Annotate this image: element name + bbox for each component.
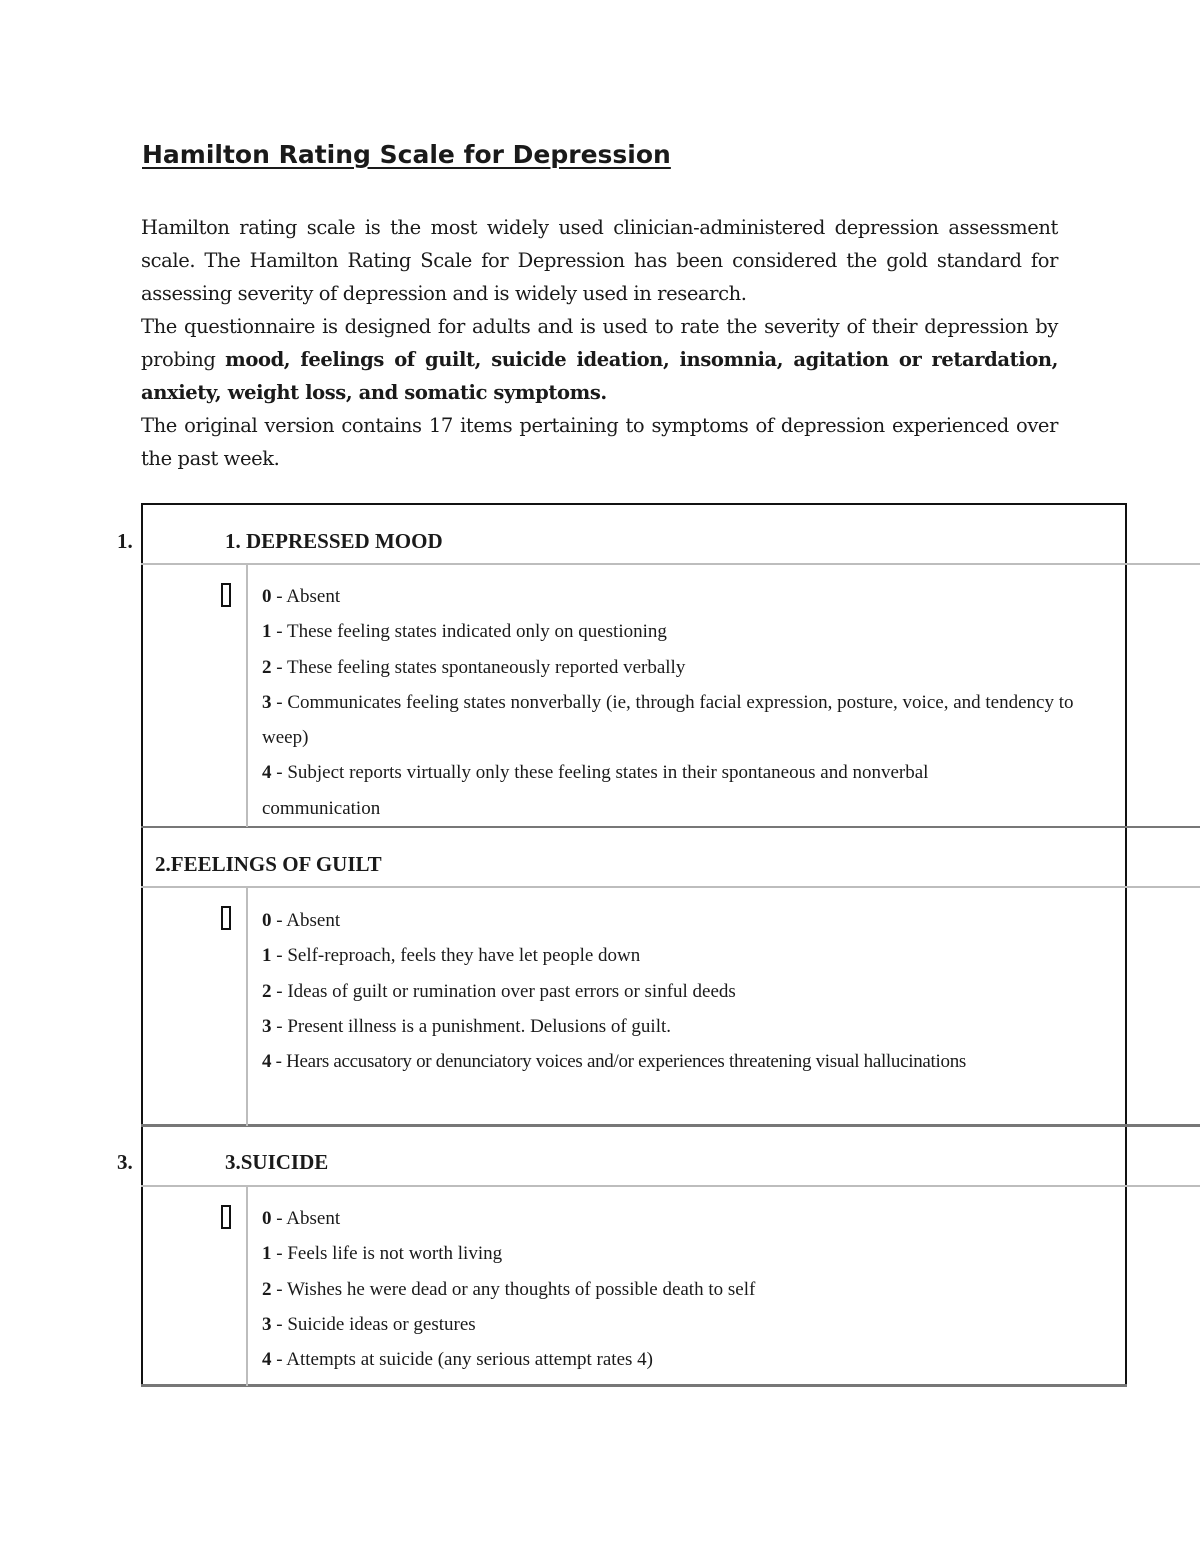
option-text: - Absent bbox=[271, 1208, 341, 1229]
option-item bbox=[262, 1342, 1102, 1377]
option-item bbox=[262, 903, 1122, 938]
option-item bbox=[262, 938, 1122, 973]
option-text: - Hears accusatory or denunciatory voices and/or experiences threatening visual hallucinations bbox=[271, 1051, 967, 1073]
section-title: 2.FEELINGS OF GUILT bbox=[155, 852, 382, 876]
rating-checkbox[interactable] bbox=[221, 1205, 231, 1229]
option-score: 4 bbox=[262, 1349, 272, 1371]
section-title: 3.SUICIDE bbox=[225, 1150, 329, 1174]
intro-paragraph-2-bold: mood, feelings of guilt, suicide ideation, insomnia, agitation or retardation, anxiety, weight loss, and somatic symptoms. bbox=[141, 348, 1058, 404]
option-score: 3 bbox=[262, 1015, 272, 1037]
intro-paragraph-1: Hamilton rating scale is the most widely used clinician-administered depression assessment scale. The Hamilton Rating Scale for Depression has been considered the gold standard for assessing severity of depression and is widely used in research. bbox=[141, 216, 1058, 305]
divider-2-end bbox=[141, 1124, 1200, 1127]
option-text: - Self-reproach, feels they have let people down bbox=[271, 945, 641, 967]
option-score: 0 bbox=[262, 1208, 272, 1229]
option-text: - Communicates feeling states nonverbally (ie, through facial expression, posture, voice, and tendency to weep) bbox=[262, 691, 1074, 749]
option-score: 4 bbox=[262, 1051, 272, 1073]
option-item bbox=[262, 579, 1102, 614]
option-item bbox=[262, 1009, 1122, 1044]
option-text: - Absent bbox=[271, 586, 341, 607]
page-title: Hamilton Rating Scale for Depression bbox=[142, 140, 671, 169]
option-item bbox=[262, 1272, 1102, 1307]
option-text: - These feeling states spontaneously reported verbally bbox=[271, 656, 686, 678]
intro-text bbox=[141, 211, 1058, 475]
option-item bbox=[262, 755, 1102, 826]
option-score: 2 bbox=[262, 656, 272, 678]
option-text: - These feeling states indicated only on questioning bbox=[271, 621, 667, 643]
option-list bbox=[262, 903, 1122, 1079]
table-bottom-border bbox=[141, 1384, 1127, 1387]
divider-1-end bbox=[141, 826, 1200, 828]
intro-paragraph-3: The original version contains 17 items pertaining to symptoms of depression experienced over the past week. bbox=[141, 414, 1058, 470]
column-divider-3 bbox=[246, 1187, 248, 1386]
column-divider-1 bbox=[246, 565, 248, 827]
option-score: 2 bbox=[262, 980, 272, 1002]
intro-paragraph-2-lead: The questionnaire is designed for adults and is used to rate the severity of their depression by probing bbox=[141, 315, 1058, 371]
option-text: - Attempts at suicide (any serious attempt rates 4) bbox=[271, 1349, 653, 1371]
option-score: 4 bbox=[262, 762, 272, 784]
option-item bbox=[262, 614, 1102, 649]
option-list bbox=[262, 1201, 1102, 1377]
table-right-border bbox=[1125, 503, 1127, 1387]
rating-checkbox[interactable] bbox=[221, 906, 231, 930]
table-top-border bbox=[141, 503, 1127, 505]
option-score: 2 bbox=[262, 1278, 272, 1300]
option-item bbox=[262, 1307, 1102, 1342]
option-text: - Feels life is not worth living bbox=[271, 1243, 503, 1265]
option-text: - Wishes he were dead or any thoughts of possible death to self bbox=[271, 1278, 756, 1300]
option-score: 1 bbox=[262, 621, 272, 643]
table-left-border bbox=[141, 503, 143, 1387]
option-score: 0 bbox=[262, 586, 272, 607]
option-text: - Absent bbox=[271, 910, 341, 931]
option-text: - Subject reports virtually only these feeling states in their spontaneous and nonverbal communication bbox=[262, 762, 929, 819]
item-number: 3. bbox=[117, 1150, 133, 1174]
option-item bbox=[262, 1201, 1102, 1236]
option-text: - Present illness is a punishment. Delusions of guilt. bbox=[271, 1015, 672, 1037]
option-list bbox=[262, 579, 1102, 826]
divider-3-header bbox=[141, 1185, 1200, 1187]
option-text: - Suicide ideas or gestures bbox=[271, 1313, 476, 1335]
option-score: 3 bbox=[262, 691, 272, 713]
option-score: 1 bbox=[262, 1243, 272, 1265]
option-item bbox=[262, 1236, 1102, 1271]
option-item bbox=[262, 685, 1102, 756]
option-score: 1 bbox=[262, 945, 272, 967]
option-item bbox=[262, 974, 1122, 1009]
column-divider-2 bbox=[246, 888, 248, 1126]
divider-1-header bbox=[141, 563, 1200, 565]
option-score: 0 bbox=[262, 910, 272, 931]
option-item bbox=[262, 650, 1102, 685]
section-title: 1. DEPRESSED MOOD bbox=[225, 529, 443, 553]
option-score: 3 bbox=[262, 1313, 272, 1335]
rating-checkbox[interactable] bbox=[221, 583, 231, 607]
item-number: 1. bbox=[117, 529, 133, 553]
intro-paragraph-2 bbox=[141, 310, 1058, 409]
divider-2-header bbox=[141, 886, 1200, 888]
option-item bbox=[262, 1044, 1122, 1079]
option-text: - Ideas of guilt or rumination over past errors or sinful deeds bbox=[271, 980, 736, 1002]
